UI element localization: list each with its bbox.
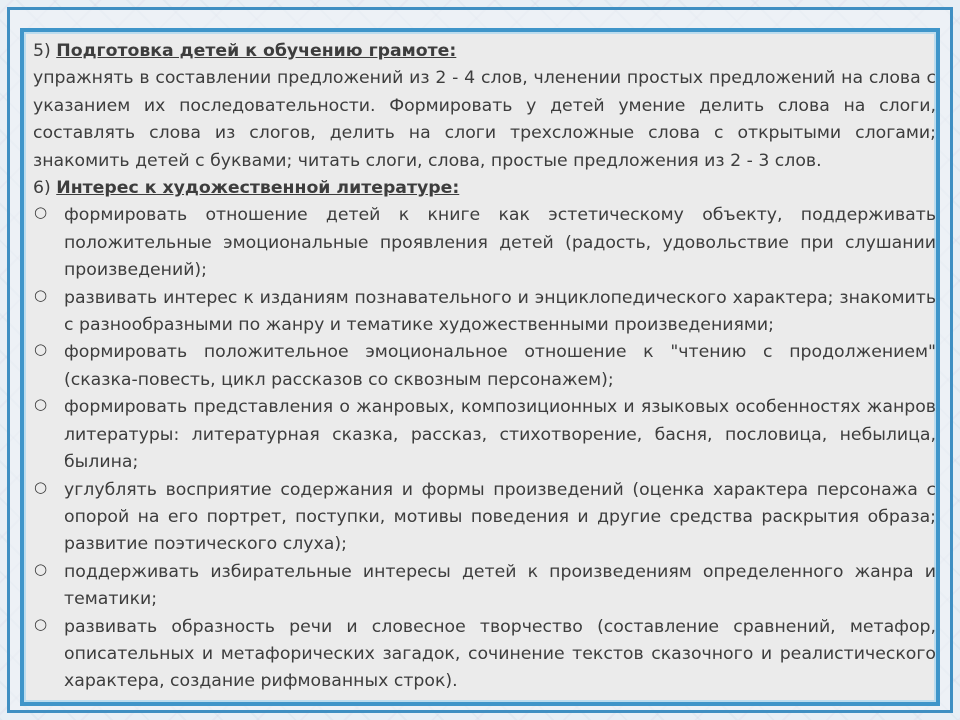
- circle-bullet-icon: ○: [34, 614, 48, 633]
- list-item: [33, 477, 936, 559]
- circle-bullet-icon: ○: [34, 477, 48, 496]
- circle-bullet-icon: ○: [34, 340, 48, 359]
- circle-bullet-icon: ○: [34, 395, 48, 414]
- list-item-text: формировать отношение детей к книге как эстетическому объекту, поддерживать положительные эмоциональные проявления детей (радость, удовольствие при слушании произведений);: [64, 205, 936, 281]
- list-item-text: поддерживать избирательные интересы детей к произведениям определенного жанра и тематики;: [64, 561, 936, 610]
- slide-content: [33, 38, 936, 696]
- circle-bullet-icon: ○: [34, 559, 48, 578]
- list-item: [33, 559, 936, 614]
- section-6-title: Интерес к художественной литературе:: [56, 178, 460, 199]
- section-5-title: Подготовка детей к обучению грамоте:: [56, 41, 457, 61]
- circle-bullet-icon: ○: [34, 203, 48, 222]
- content-panel: [20, 28, 940, 706]
- list-item: [33, 285, 936, 340]
- section-5-number: 5): [33, 41, 51, 61]
- list-item-text: развивать интерес к изданиям познавательного и энциклопедического характера; знакомить с разнообразными по жанру и тематике художественными произведениями;: [64, 287, 936, 336]
- list-item: [33, 339, 936, 394]
- list-item-text: углублять восприятие содержания и формы произведений (оценка характера персонажа с опорой на его портрет, поступки, мотивы поведения и другие средства раскрытия образа; развитие поэтического слуха);: [64, 479, 936, 555]
- section-6-list: [33, 202, 936, 695]
- section-6-heading: [33, 175, 936, 202]
- list-item-text: формировать представления о жанровых, композиционных и языковых особенностях жанров литературы: литературная сказка, рассказ, стихотворение, басня, пословица, небылица, былина;: [64, 397, 936, 473]
- section-6-number: 6): [33, 178, 51, 199]
- list-item: [33, 394, 936, 476]
- section-5-text: упражнять в составлении предложений из 2 - 4 слов, членении простых предложений на слова с указанием их последовательности. Формировать у детей умение делить слова на слоги, составлять слова из слогов, делить на слоги трехсложные слова с открытыми слогами; знакомить детей с буквами; читать слоги, слова, простые предложения из 2 - 3 слов.: [33, 68, 936, 171]
- section-5-heading: [33, 38, 936, 65]
- list-item: [33, 614, 936, 696]
- list-item: [33, 202, 936, 284]
- list-item-text: развивать образность речи и словесное творчество (составление сравнений, метафор, описательных и метафорических загадок, сочинение текстов сказочного и реалистического характера, создание рифмованных строк).: [64, 616, 936, 692]
- circle-bullet-icon: ○: [34, 285, 48, 304]
- list-item-text: формировать положительное эмоциональное отношение к "чтению с продолжением" (сказка-повесть, цикл рассказов со сквозным персонажем);: [64, 342, 936, 390]
